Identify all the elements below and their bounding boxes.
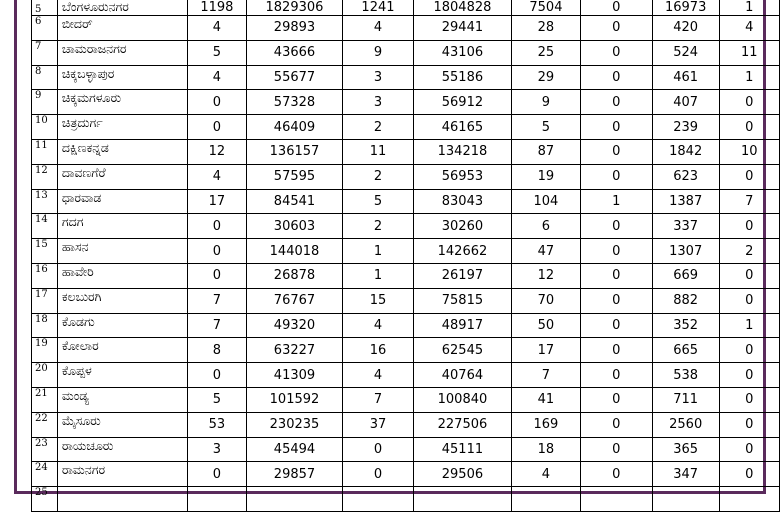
cell-col-2: 57595 bbox=[246, 164, 342, 189]
district-name: ಚಾಮರಾಜನಗರ bbox=[57, 40, 187, 65]
cell-col-2: 46409 bbox=[246, 115, 342, 140]
cell-col-5: 4 bbox=[512, 462, 581, 487]
cell-col-4: 26197 bbox=[413, 263, 511, 288]
cell-col-3: 2 bbox=[343, 164, 414, 189]
cell-col-5: 169 bbox=[512, 412, 581, 437]
cell-col-3: 4 bbox=[343, 16, 414, 41]
cell-col-4: 40764 bbox=[413, 363, 511, 388]
cell-col-6: 0 bbox=[580, 164, 652, 189]
cell-col-2: 57328 bbox=[246, 90, 342, 115]
cell-col-1: 7 bbox=[188, 288, 247, 313]
cell-col-4: 45111 bbox=[413, 437, 511, 462]
cell-col-6: 1 bbox=[580, 189, 652, 214]
cell-col-1: 0 bbox=[188, 214, 247, 239]
cell-col-4: 56953 bbox=[413, 164, 511, 189]
row-serial-number: 11 bbox=[32, 139, 58, 164]
cell-col-3: 3 bbox=[343, 90, 414, 115]
table-row bbox=[32, 263, 780, 288]
cell-col-1: 3 bbox=[188, 437, 247, 462]
cell-col-5: 104 bbox=[512, 189, 581, 214]
cell-col-5: 7504 bbox=[512, 0, 581, 16]
table-row bbox=[32, 239, 780, 264]
cell-col-6: 0 bbox=[580, 90, 652, 115]
cell-col-5: 50 bbox=[512, 313, 581, 338]
cell-col-1: 1198 bbox=[188, 0, 247, 16]
cell-col-5: 19 bbox=[512, 164, 581, 189]
cell-col-8: 2 bbox=[719, 239, 780, 264]
cell-col-7: 239 bbox=[652, 115, 719, 140]
cell-col-7: 347 bbox=[652, 462, 719, 487]
cell-col-7: 16973 bbox=[652, 0, 719, 16]
table-row bbox=[32, 65, 780, 90]
cell-col-1: 8 bbox=[188, 338, 247, 363]
cell-col-4: 83043 bbox=[413, 189, 511, 214]
district-name: ಧಾರವಾಡ bbox=[57, 189, 187, 214]
cell-col-7: 407 bbox=[652, 90, 719, 115]
district-name: ರಾಮನಗರ bbox=[57, 462, 187, 487]
cell-col-6: 0 bbox=[580, 65, 652, 90]
cell-col-7: 524 bbox=[652, 40, 719, 65]
cell-col-1: 0 bbox=[188, 363, 247, 388]
cell-col-7: 2560 bbox=[652, 412, 719, 437]
cell-col-1: 7 bbox=[188, 313, 247, 338]
cell-col-2: 63227 bbox=[246, 338, 342, 363]
cell-col-3: 1241 bbox=[343, 0, 414, 16]
table-row bbox=[32, 115, 780, 140]
district-name bbox=[57, 487, 187, 512]
cell-col-1: 0 bbox=[188, 115, 247, 140]
cell-col-8: 0 bbox=[719, 437, 780, 462]
table-row bbox=[32, 288, 780, 313]
district-name: ಬೆಂಗಳೂರುನಗರ bbox=[57, 0, 187, 16]
cell-col-4: 55186 bbox=[413, 65, 511, 90]
cell-col-6: 0 bbox=[580, 437, 652, 462]
cell-col-4: 46165 bbox=[413, 115, 511, 140]
cell-col-1: 4 bbox=[188, 65, 247, 90]
cell-col-3: 9 bbox=[343, 40, 414, 65]
district-name: ಚಿಕ್ಕಬಳ್ಳಾಪುರ bbox=[57, 65, 187, 90]
row-serial-number: 24 bbox=[32, 462, 58, 487]
cell-col-6: 0 bbox=[580, 139, 652, 164]
cell-col-7: 623 bbox=[652, 164, 719, 189]
cell-col-5: 47 bbox=[512, 239, 581, 264]
cell-col-4: 43106 bbox=[413, 40, 511, 65]
district-table bbox=[31, 0, 780, 512]
cell-col-1: 4 bbox=[188, 16, 247, 41]
cell-col-3: 16 bbox=[343, 338, 414, 363]
cell-col-2: 1829306 bbox=[246, 0, 342, 16]
cell-col-1: 4 bbox=[188, 164, 247, 189]
row-serial-number: 10 bbox=[32, 115, 58, 140]
cell-col-4: 56912 bbox=[413, 90, 511, 115]
cell-col-7: 669 bbox=[652, 263, 719, 288]
cell-col-3: 5 bbox=[343, 189, 414, 214]
district-name: ಗದಗ bbox=[57, 214, 187, 239]
cell-col-7: 1307 bbox=[652, 239, 719, 264]
district-name: ಕೋಲಾರ bbox=[57, 338, 187, 363]
cell-col-7 bbox=[652, 487, 719, 512]
table-row bbox=[32, 412, 780, 437]
cell-col-1: 0 bbox=[188, 90, 247, 115]
cell-col-5: 29 bbox=[512, 65, 581, 90]
district-name: ಕೊಪ್ಪಳ bbox=[57, 363, 187, 388]
cell-col-5: 7 bbox=[512, 363, 581, 388]
row-serial-number: 8 bbox=[32, 65, 58, 90]
cell-col-5: 25 bbox=[512, 40, 581, 65]
cell-col-4: 75815 bbox=[413, 288, 511, 313]
table-row bbox=[32, 462, 780, 487]
row-serial-number: 6 bbox=[32, 16, 58, 41]
row-serial-number: 25 bbox=[32, 487, 58, 512]
cell-col-8: 1 bbox=[719, 0, 780, 16]
table-row bbox=[32, 139, 780, 164]
district-name: ಚಿತ್ರದುರ್ಗ bbox=[57, 115, 187, 140]
cell-col-8: 4 bbox=[719, 16, 780, 41]
cell-col-6: 0 bbox=[580, 214, 652, 239]
cell-col-3: 3 bbox=[343, 65, 414, 90]
cell-col-4: 100840 bbox=[413, 387, 511, 412]
cell-col-7: 420 bbox=[652, 16, 719, 41]
cell-col-3: 0 bbox=[343, 437, 414, 462]
cell-col-4: 48917 bbox=[413, 313, 511, 338]
cell-col-3: 7 bbox=[343, 387, 414, 412]
district-name: ಹಾಸನ bbox=[57, 239, 187, 264]
cell-col-1: 17 bbox=[188, 189, 247, 214]
row-serial-number: 19 bbox=[32, 338, 58, 363]
cell-col-5: 5 bbox=[512, 115, 581, 140]
table-row bbox=[32, 0, 780, 16]
cell-col-2: 30603 bbox=[246, 214, 342, 239]
cell-col-2: 29857 bbox=[246, 462, 342, 487]
table-row bbox=[32, 338, 780, 363]
cell-col-3: 2 bbox=[343, 115, 414, 140]
cell-col-3: 2 bbox=[343, 214, 414, 239]
cell-col-8: 0 bbox=[719, 263, 780, 288]
cell-col-5: 41 bbox=[512, 387, 581, 412]
cell-col-6: 0 bbox=[580, 462, 652, 487]
cell-col-8: 1 bbox=[719, 65, 780, 90]
cell-col-2: 76767 bbox=[246, 288, 342, 313]
cell-col-7: 711 bbox=[652, 387, 719, 412]
cell-col-6: 0 bbox=[580, 387, 652, 412]
cell-col-5: 87 bbox=[512, 139, 581, 164]
cell-col-3: 1 bbox=[343, 239, 414, 264]
table-row bbox=[32, 164, 780, 189]
row-serial-number: 12 bbox=[32, 164, 58, 189]
row-serial-number: 15 bbox=[32, 239, 58, 264]
district-name: ಕಲಬುರಗಿ bbox=[57, 288, 187, 313]
row-serial-number: 20 bbox=[32, 363, 58, 388]
cell-col-3: 11 bbox=[343, 139, 414, 164]
cell-col-4: 227506 bbox=[413, 412, 511, 437]
cell-col-5: 17 bbox=[512, 338, 581, 363]
cell-col-8: 0 bbox=[719, 387, 780, 412]
cell-col-7: 337 bbox=[652, 214, 719, 239]
row-serial-number: 16 bbox=[32, 263, 58, 288]
cell-col-7: 365 bbox=[652, 437, 719, 462]
cell-col-8: 0 bbox=[719, 288, 780, 313]
cell-col-5: 6 bbox=[512, 214, 581, 239]
row-serial-number: 23 bbox=[32, 437, 58, 462]
table-row bbox=[32, 189, 780, 214]
table-row bbox=[32, 487, 780, 512]
cell-col-1: 0 bbox=[188, 239, 247, 264]
row-serial-number: 21 bbox=[32, 387, 58, 412]
table-row bbox=[32, 214, 780, 239]
cell-col-6 bbox=[580, 487, 652, 512]
cell-col-6: 0 bbox=[580, 313, 652, 338]
cell-col-7: 538 bbox=[652, 363, 719, 388]
cell-col-1: 5 bbox=[188, 387, 247, 412]
cell-col-8: 0 bbox=[719, 338, 780, 363]
row-serial-number: 7 bbox=[32, 40, 58, 65]
cell-col-6: 0 bbox=[580, 288, 652, 313]
cell-col-4: 62545 bbox=[413, 338, 511, 363]
cell-col-3 bbox=[343, 487, 414, 512]
cell-col-4: 1804828 bbox=[413, 0, 511, 16]
district-name: ಕೊಡಗು bbox=[57, 313, 187, 338]
cell-col-7: 1842 bbox=[652, 139, 719, 164]
district-name: ಬೀದರ್ bbox=[57, 16, 187, 41]
row-serial-number: 22 bbox=[32, 412, 58, 437]
cell-col-7: 461 bbox=[652, 65, 719, 90]
table-row bbox=[32, 16, 780, 41]
cell-col-6: 0 bbox=[580, 338, 652, 363]
cell-col-7: 882 bbox=[652, 288, 719, 313]
cell-col-1: 0 bbox=[188, 462, 247, 487]
cell-col-8: 0 bbox=[719, 164, 780, 189]
cell-col-4 bbox=[413, 487, 511, 512]
cell-col-4: 29441 bbox=[413, 16, 511, 41]
cell-col-8: 0 bbox=[719, 115, 780, 140]
table-row bbox=[32, 90, 780, 115]
cell-col-1: 12 bbox=[188, 139, 247, 164]
cell-col-5: 70 bbox=[512, 288, 581, 313]
row-serial-number: 5 bbox=[32, 0, 58, 16]
cell-col-2: 144018 bbox=[246, 239, 342, 264]
cell-col-4: 142662 bbox=[413, 239, 511, 264]
cell-col-5: 12 bbox=[512, 263, 581, 288]
cell-col-3: 0 bbox=[343, 462, 414, 487]
row-serial-number: 18 bbox=[32, 313, 58, 338]
cell-col-3: 4 bbox=[343, 313, 414, 338]
cell-col-8: 7 bbox=[719, 189, 780, 214]
table-row bbox=[32, 313, 780, 338]
district-name: ದಾವಣಗೆರೆ bbox=[57, 164, 187, 189]
cell-col-5 bbox=[512, 487, 581, 512]
cell-col-4: 29506 bbox=[413, 462, 511, 487]
cell-col-8: 10 bbox=[719, 139, 780, 164]
cell-col-6: 0 bbox=[580, 239, 652, 264]
district-name: ಹಾವೇರಿ bbox=[57, 263, 187, 288]
district-name: ಚಿಕ್ಕಮಗಳೂರು bbox=[57, 90, 187, 115]
table-row bbox=[32, 387, 780, 412]
cell-col-2: 84541 bbox=[246, 189, 342, 214]
table-row bbox=[32, 437, 780, 462]
cell-col-2: 43666 bbox=[246, 40, 342, 65]
cell-col-8: 0 bbox=[719, 214, 780, 239]
district-table-body bbox=[32, 0, 780, 511]
cell-col-2: 55677 bbox=[246, 65, 342, 90]
cell-col-3: 1 bbox=[343, 263, 414, 288]
cell-col-2: 49320 bbox=[246, 313, 342, 338]
cell-col-3: 37 bbox=[343, 412, 414, 437]
cell-col-6: 0 bbox=[580, 115, 652, 140]
district-name: ಮಂಡ್ಯ bbox=[57, 387, 187, 412]
cell-col-2: 101592 bbox=[246, 387, 342, 412]
row-serial-number: 17 bbox=[32, 288, 58, 313]
cell-col-8: 0 bbox=[719, 412, 780, 437]
cell-col-2: 230235 bbox=[246, 412, 342, 437]
cell-col-8: 11 bbox=[719, 40, 780, 65]
cell-col-5: 9 bbox=[512, 90, 581, 115]
row-serial-number: 14 bbox=[32, 214, 58, 239]
cell-col-7: 352 bbox=[652, 313, 719, 338]
cell-col-8: 0 bbox=[719, 363, 780, 388]
table-row bbox=[32, 40, 780, 65]
cell-col-8 bbox=[719, 487, 780, 512]
district-name: ದಕ್ಷಿಣಕನ್ನಡ bbox=[57, 139, 187, 164]
cell-col-2: 26878 bbox=[246, 263, 342, 288]
cell-col-6: 0 bbox=[580, 40, 652, 65]
cell-col-6: 0 bbox=[580, 263, 652, 288]
district-name: ಮೈಸೂರು bbox=[57, 412, 187, 437]
cell-col-7: 1387 bbox=[652, 189, 719, 214]
cell-col-8: 0 bbox=[719, 90, 780, 115]
cell-col-2: 45494 bbox=[246, 437, 342, 462]
cell-col-3: 15 bbox=[343, 288, 414, 313]
cell-col-2: 29893 bbox=[246, 16, 342, 41]
row-serial-number: 13 bbox=[32, 189, 58, 214]
row-serial-number: 9 bbox=[32, 90, 58, 115]
cell-col-7: 665 bbox=[652, 338, 719, 363]
cell-col-2: 41309 bbox=[246, 363, 342, 388]
cell-col-6: 0 bbox=[580, 0, 652, 16]
cell-col-6: 0 bbox=[580, 16, 652, 41]
table-row bbox=[32, 363, 780, 388]
cell-col-8: 0 bbox=[719, 462, 780, 487]
cell-col-2 bbox=[246, 487, 342, 512]
cell-col-1: 0 bbox=[188, 263, 247, 288]
cell-col-1: 5 bbox=[188, 40, 247, 65]
cell-col-2: 136157 bbox=[246, 139, 342, 164]
cell-col-8: 1 bbox=[719, 313, 780, 338]
cell-col-1 bbox=[188, 487, 247, 512]
cell-col-1: 53 bbox=[188, 412, 247, 437]
cell-col-4: 30260 bbox=[413, 214, 511, 239]
cell-col-3: 4 bbox=[343, 363, 414, 388]
cell-col-6: 0 bbox=[580, 412, 652, 437]
district-name: ರಾಯಚೂರು bbox=[57, 437, 187, 462]
cell-col-5: 18 bbox=[512, 437, 581, 462]
cell-col-5: 28 bbox=[512, 16, 581, 41]
cell-col-4: 134218 bbox=[413, 139, 511, 164]
cell-col-6: 0 bbox=[580, 363, 652, 388]
